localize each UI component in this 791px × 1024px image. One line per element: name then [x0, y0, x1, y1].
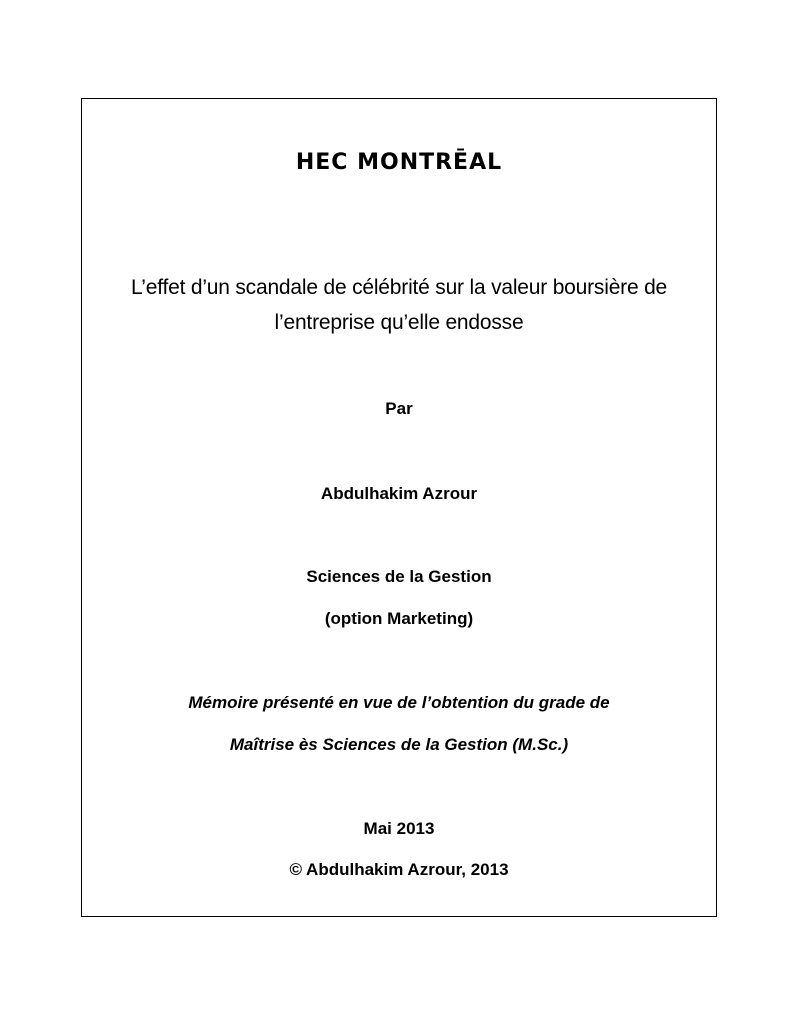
- thesis-title-line-1: L’effet d’un scandale de célébrité sur la valeur boursière de: [130, 276, 668, 299]
- by-label: Par: [385, 399, 413, 418]
- program-name: Sciences de la Gestion: [306, 567, 492, 586]
- copyright-notice: © Abdulhakim Azrour, 2013: [289, 860, 509, 879]
- thesis-title-line-2: l’entreprise qu’elle endosse: [274, 311, 524, 334]
- submission-date: Mai 2013: [363, 819, 435, 838]
- title-page-frame: [81, 98, 717, 917]
- memoire-statement-line-1: Mémoire présenté en vue de l’obtention du grade de: [188, 693, 610, 712]
- author-name: Abdulhakim Azrour: [320, 484, 478, 503]
- memoire-statement-line-2: Maîtrise ès Sciences de la Gestion (M.Sc.): [229, 735, 569, 754]
- program-option: (option Marketing): [324, 609, 474, 628]
- hec-montreal-logo: HEC MONTRĒAL: [295, 150, 503, 175]
